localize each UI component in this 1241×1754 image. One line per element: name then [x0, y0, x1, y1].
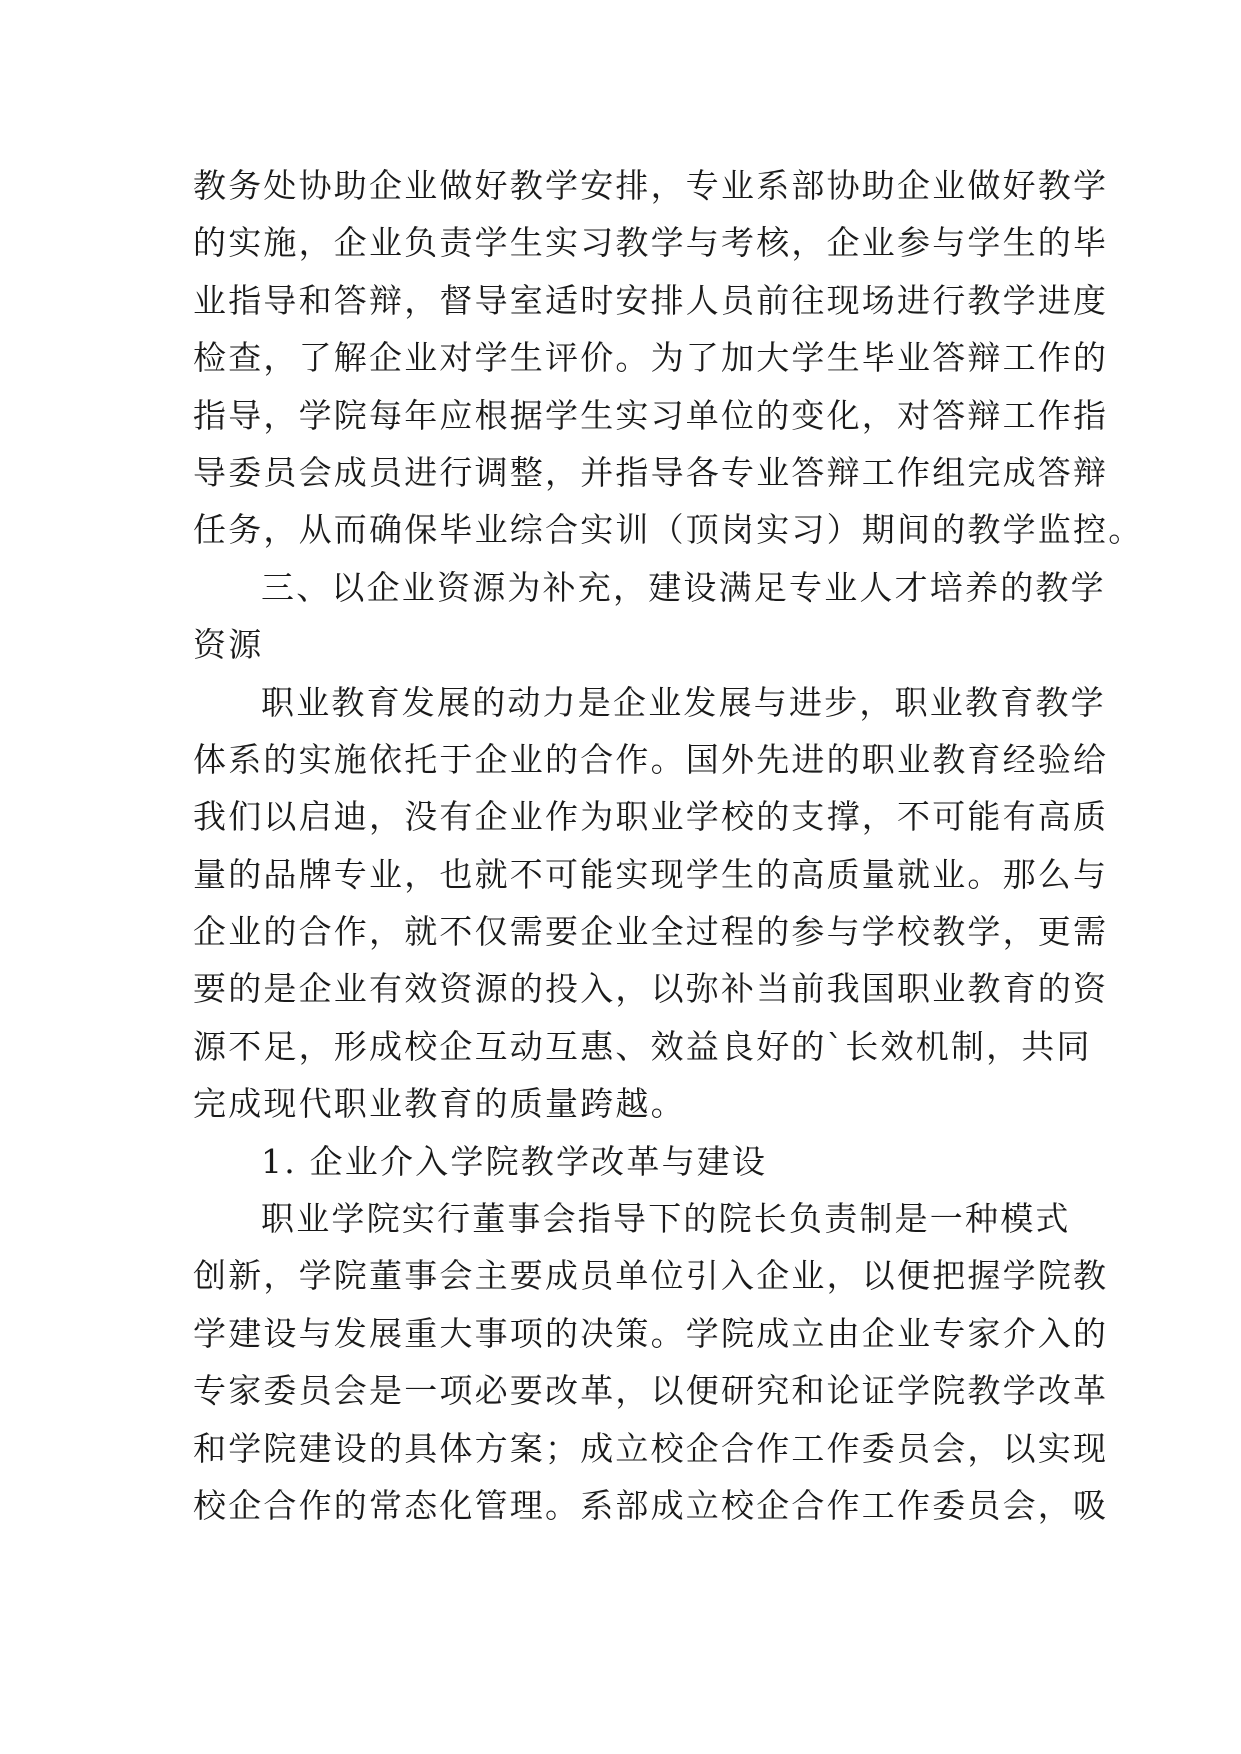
paragraph-board-management — [193, 1190, 1109, 1534]
text-line: 专家委员会是一项必要改革，以便研究和论证学院教学改革 — [193, 1371, 1109, 1411]
text-line: 量的品牌专业，也就不可能实现学生的高质量就业。那么与 — [193, 854, 1109, 894]
text-line: 职业教育发展的动力是企业发展与进步，职业教育教学 — [261, 682, 1106, 722]
text-line: 检查，了解企业对学生评价。为了加大学生毕业答辩工作的 — [193, 338, 1109, 378]
heading-line: 1. 企业介入学院教学改革与建设 — [261, 1141, 768, 1181]
text-line: 指导，学院每年应根据学生实习单位的变化，对答辩工作指 — [193, 395, 1109, 435]
heading-line: 资源 — [193, 625, 264, 665]
body-text — [193, 157, 1144, 1534]
text-line: 的实施，企业负责学生实习教学与考核，企业参与学生的毕 — [193, 223, 1109, 263]
text-line: 任务，从而确保毕业综合实训（顶岗实习）期间的教学监控。 — [193, 510, 1144, 550]
text-line: 校企合作的常态化管理。系部成立校企合作工作委员会，吸 — [193, 1485, 1109, 1525]
heading-line: 三、以企业资源为补充，建设满足专业人才培养的教学 — [261, 567, 1106, 607]
text-line: 导委员会成员进行调整，并指导各专业答辩工作组完成答辩 — [193, 452, 1109, 492]
text-line: 业指导和答辩，督导室适时安排人员前往现场进行教学进度 — [193, 280, 1109, 320]
text-line: 企业的合作，就不仅需要企业全过程的参与学校教学，更需 — [193, 912, 1109, 952]
text-line: 完成现代职业教育的质量跨越。 — [193, 1084, 686, 1124]
text-line: 职业学院实行董事会指导下的院长负责制是一种模式 — [261, 1199, 1071, 1239]
text-line: 学建设与发展重大事项的决策。学院成立由企业专家介入的 — [193, 1313, 1109, 1353]
paragraph-enterprise-resources — [193, 674, 1109, 1133]
text-line: 和学院建设的具体方案；成立校企合作工作委员会，以实现 — [193, 1428, 1109, 1468]
text-line: 我们以启迪，没有企业作为职业学校的支撑，不可能有高质 — [193, 797, 1109, 837]
subsection-heading-1 — [193, 1133, 1055, 1190]
text-line: 体系的实施依托于企业的合作。国外先进的职业教育经验给 — [193, 739, 1109, 779]
text-line: 创新，学院董事会主要成员单位引入企业，以便把握学院教 — [193, 1256, 1109, 1296]
section-heading-3 — [193, 559, 1106, 674]
text-line: 教务处协助企业做好教学安排，专业系部协助企业做好教学 — [193, 166, 1109, 205]
text-line: 源不足，形成校企互动互惠、效益良好的`长效机制，共同 — [193, 1026, 1092, 1066]
paragraph-task-monitoring — [193, 157, 1144, 559]
text-line: 要的是企业有效资源的投入，以弥补当前我国职业教育的资 — [193, 969, 1109, 1009]
